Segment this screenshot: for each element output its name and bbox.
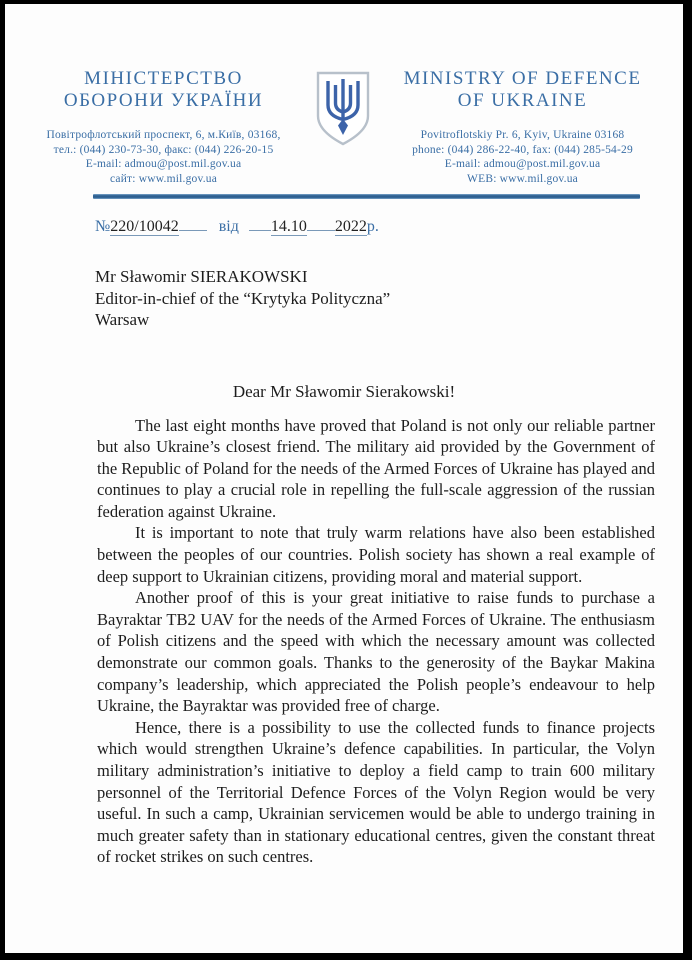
paragraph-3: Another proof of this is your great initiative to raise funds to purchase a Bayraktar TB2 UAV for the needs of the Armed Forces of Ukraine. The enthusiasm of Polish citizens and the speed with which the necessary amount was collected demonstrate our common goals. Thanks to the generosity of the Baykar Makina company’s leadership, which appreciated the Polish people’s endeavour to help Ukraine, the Bayraktar was provided free of charge.	[97, 588, 655, 716]
ref-year-suffix: р.	[366, 218, 379, 235]
ref-no-label: №	[95, 218, 111, 235]
ministry-address-en	[372, 128, 673, 186]
address-uk-phone: тел.: (044) 230-73-30, факс: (044) 226-20-15	[53, 143, 274, 156]
ministry-title-en-line2: OF UKRAINE	[457, 90, 588, 111]
recipient-role: Editor-in-chief of the “Krytyka Polityczna”	[95, 288, 391, 308]
ministry-title-en	[372, 68, 673, 112]
salutation: Dear Mr Sławomir Sierakowski!	[232, 381, 456, 401]
address-en-web: WEB: www.mil.gov.ua	[467, 172, 578, 185]
ref-number: 220/10042	[110, 218, 179, 235]
ministry-title-uk-line2: ОБОРОНИ УКРАЇНИ	[63, 90, 264, 111]
letterhead	[5, 68, 683, 186]
letterhead-divider-rule	[93, 194, 640, 199]
ref-year-underline-pad	[307, 217, 335, 231]
address-uk-street: Повітрофлотський проспект, 6, м.Київ, 03168,	[46, 129, 281, 141]
address-en-phone: phone: (044) 286-22-40, fax: (044) 285-54-29	[412, 143, 633, 156]
recipient-block	[95, 266, 683, 331]
paragraph-4: Hence, there is a possibility to use the collected funds to finance projects which would strengthen Ukraine’s defence capabilities. In particular, the Volyn military administration’s initiative to deploy a field camp to train 600 military personnel of the Territorial Defence Forces of the Volyn Region would be very useful. In such a camp, Ukrainian servicemen would be able to undergo training in much greater safety than in stationary educational centres, given the constant threat of rocket strikes on such centres.	[97, 717, 655, 867]
ministry-title-en-line1: MINISTRY OF DEFENCE	[403, 68, 642, 89]
recipient-name: Mr Sławomir SIERAKOWSKI	[95, 267, 308, 286]
address-uk-email: E-mail: admou@post.mil.gov.ua	[85, 158, 242, 170]
letterhead-english	[372, 68, 673, 186]
recipient-city: Warsaw	[95, 310, 150, 329]
ministry-address-uk	[13, 128, 314, 186]
ref-vid-label: від	[218, 218, 239, 235]
address-en-street: Povitroflotskiy Pr. 6, Kyiv, Ukraine 03168	[420, 129, 625, 141]
letter-body	[97, 415, 655, 868]
ministry-title-uk	[13, 68, 314, 112]
ref-date: 14.10	[270, 218, 307, 235]
ministry-title-uk-line1: МІНІСТЕРСТВО	[84, 68, 243, 89]
letter-page	[5, 4, 683, 953]
ukraine-trident-icon	[314, 70, 372, 148]
address-en-email: E-mail: admou@post.mil.gov.ua	[444, 158, 601, 170]
ref-number-underline-pad	[179, 217, 207, 231]
address-uk-web: сайт: www.mil.gov.ua	[109, 172, 218, 185]
paragraph-1: The last eight months have proved that Poland is not only our reliable partner but also Ukraine’s closest friend. The military aid provided by the Government of the Republic of Poland for the needs of the Armed Forces of Ukraine has played and continues to play a crucial role in repelling the full-scale aggression of the russian federation against Ukraine.	[97, 415, 655, 521]
letterhead-ukrainian	[13, 68, 314, 186]
ref-date-underline-pad	[249, 217, 271, 231]
reference-line	[95, 217, 683, 236]
paragraph-2: It is important to note that truly warm relations have also been established between the peoples of our countries. Polish society has shown a real example of deep support to Ukrainian citizens, providing moral and material support.	[97, 523, 655, 586]
ref-year: 2022	[334, 218, 367, 235]
